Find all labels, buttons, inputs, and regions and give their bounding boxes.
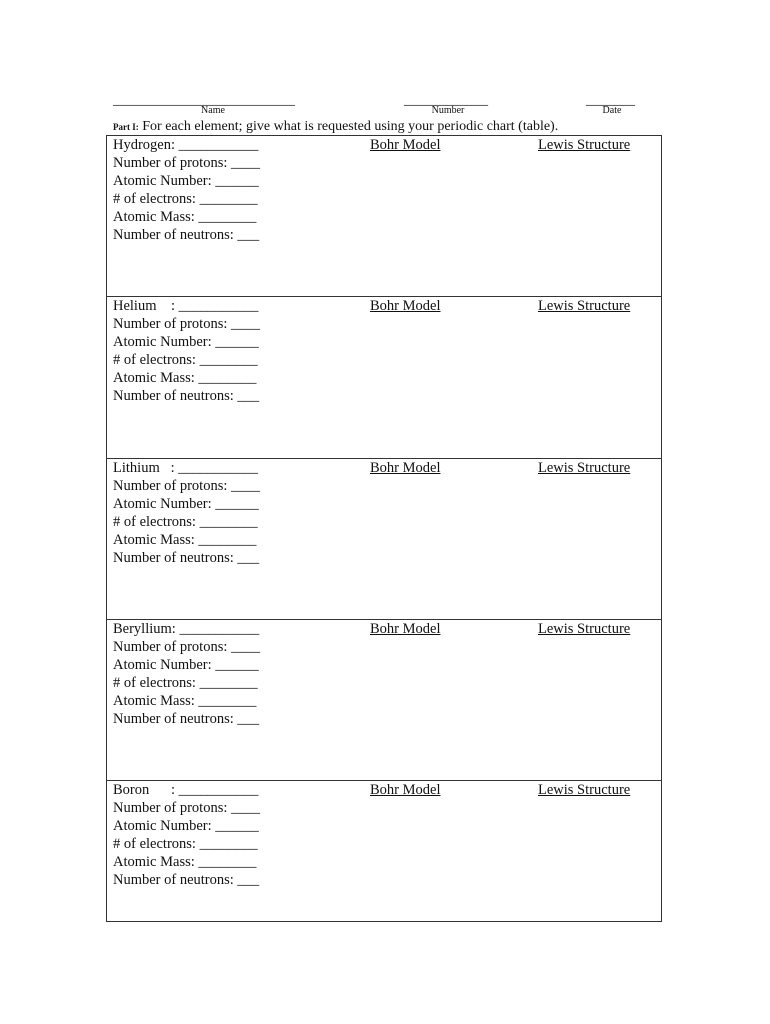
- neutrons-field[interactable]: Number of neutrons: ___: [113, 227, 260, 243]
- neutrons-field[interactable]: Number of neutrons: ___: [113, 549, 260, 566]
- protons-field[interactable]: Number of protons: ____: [113, 155, 260, 171]
- instructions-text: For each element; give what is requested using your periodic chart (table).: [142, 119, 559, 134]
- lewis-structure-heading: Lewis Structure: [538, 298, 631, 315]
- element-fields: [113, 620, 260, 728]
- element-worksheet-table: [106, 135, 662, 922]
- instructions: [113, 118, 558, 136]
- atomic-mass-field[interactable]: Atomic Mass: ________: [113, 531, 257, 548]
- element-name-field[interactable]: Beryllium: ___________: [113, 620, 260, 637]
- bohr-model-heading: Bohr Model: [370, 298, 441, 315]
- part-label: Part I:: [113, 122, 139, 132]
- electrons-field[interactable]: # of electrons: ________: [113, 513, 258, 530]
- protons-field[interactable]: Number of protons: ____: [113, 316, 260, 333]
- electrons-field[interactable]: # of electrons: ________: [113, 191, 258, 207]
- bohr-model-heading: Bohr Model: [370, 782, 441, 799]
- atomic-number-field[interactable]: Atomic Number: ______: [113, 656, 259, 673]
- neutrons-field[interactable]: Number of neutrons: ___: [113, 710, 260, 727]
- date-line[interactable]: _______: [586, 93, 635, 108]
- electrons-field[interactable]: # of electrons: ________: [113, 836, 258, 853]
- atomic-number-field[interactable]: Atomic Number: ______: [113, 818, 259, 835]
- element-fields: [113, 459, 260, 567]
- atomic-number-field[interactable]: Atomic Number: ______: [113, 334, 259, 351]
- protons-field[interactable]: Number of protons: ____: [113, 477, 260, 494]
- atomic-mass-field[interactable]: Atomic Mass: ________: [113, 692, 257, 709]
- lewis-structure-heading: Lewis Structure: [538, 137, 631, 153]
- atomic-number-field[interactable]: Atomic Number: ______: [113, 495, 259, 512]
- electrons-field[interactable]: # of electrons: ________: [113, 352, 258, 369]
- element-block-boron: [107, 781, 661, 921]
- neutrons-field[interactable]: Number of neutrons: ___: [113, 872, 260, 889]
- element-block-beryllium: [107, 620, 661, 781]
- date-label: Date: [602, 105, 622, 116]
- number-label: Number: [431, 105, 465, 116]
- bohr-model-heading: Bohr Model: [370, 620, 441, 637]
- element-name-field[interactable]: Hydrogen: ___________: [113, 137, 259, 153]
- lewis-structure-heading: Lewis Structure: [538, 620, 631, 637]
- atomic-mass-field[interactable]: Atomic Mass: ________: [113, 370, 257, 387]
- bohr-model-heading: Bohr Model: [370, 137, 441, 153]
- name-line[interactable]: __________________________: [113, 93, 295, 108]
- lewis-structure-heading: Lewis Structure: [538, 459, 631, 476]
- name-label: Name: [201, 105, 225, 116]
- electrons-field[interactable]: # of electrons: ________: [113, 674, 258, 691]
- element-block-helium: [107, 297, 661, 458]
- neutrons-field[interactable]: Number of neutrons: ___: [113, 388, 260, 405]
- bohr-model-heading: Bohr Model: [370, 459, 441, 476]
- element-name-field[interactable]: Lithium : ___________: [113, 459, 258, 476]
- element-block-lithium: [107, 459, 661, 620]
- element-fields: [113, 781, 260, 889]
- element-fields: [113, 297, 260, 405]
- protons-field[interactable]: Number of protons: ____: [113, 638, 260, 655]
- element-name-field[interactable]: Boron : ___________: [113, 782, 259, 799]
- element-name-field[interactable]: Helium : ___________: [113, 298, 259, 315]
- element-fields: [113, 136, 260, 244]
- element-block-hydrogen: [107, 136, 661, 297]
- atomic-mass-field[interactable]: Atomic Mass: ________: [113, 854, 257, 871]
- lewis-structure-heading: Lewis Structure: [538, 782, 631, 799]
- number-line[interactable]: ____________: [404, 93, 488, 108]
- atomic-mass-field[interactable]: Atomic Mass: ________: [113, 209, 257, 225]
- atomic-number-field[interactable]: Atomic Number: ______: [113, 173, 259, 189]
- protons-field[interactable]: Number of protons: ____: [113, 800, 260, 817]
